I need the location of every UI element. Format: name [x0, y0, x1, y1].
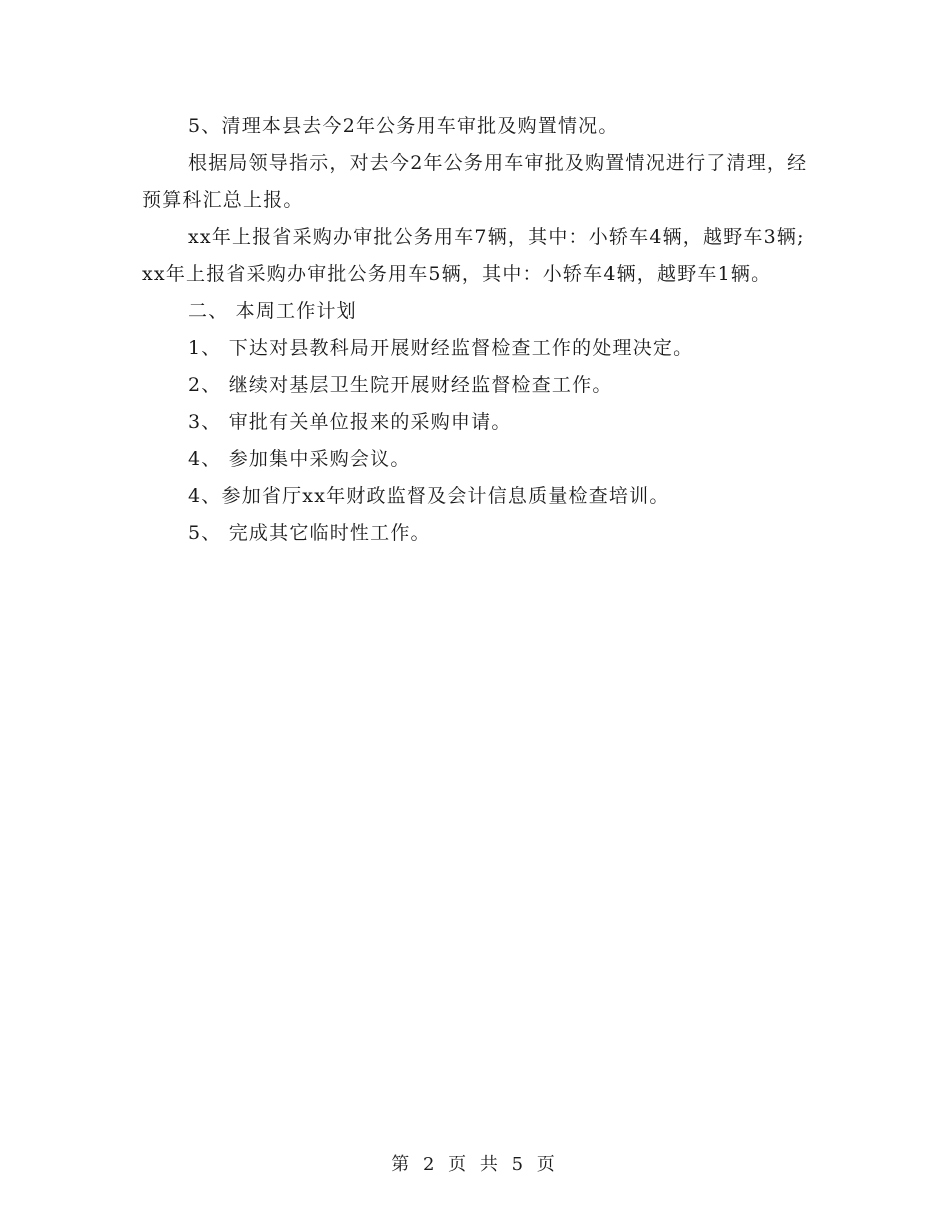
- page-number-footer: 第 2 页 共 5 页: [391, 1154, 559, 1175]
- plan-item-4: 4、 参加集中采购会议。: [188, 448, 411, 470]
- plan-item-5: 5、 完成其它临时性工作。: [188, 522, 431, 544]
- paragraph-cleanup-report: 根据局领导指示，对去今2年公务用车审批及购置情况进行了清理，经预算科汇总上报。: [142, 152, 808, 211]
- plan-item-4-training: 4、参加省厅xx年财政监督及会计信息质量检查培训。: [188, 485, 670, 507]
- paragraph-vehicle-review-item: 5、清理本县去今2年公务用车审批及购置情况。: [188, 115, 619, 137]
- paragraph-vehicle-counts: xx年上报省采购办审批公务用车7辆，其中：小轿车4辆，越野车3辆;xx年上报省采购办审批公务用车5辆，其中：小轿车4辆，越野车1辆。: [142, 226, 805, 285]
- plan-item-3: 3、 审批有关单位报来的采购申请。: [188, 411, 512, 433]
- section-heading-weekly-plan: 二、 本周工作计划: [188, 300, 357, 322]
- plan-item-2: 2、 继续对基层卫生院开展财经监督检查工作。: [188, 374, 613, 396]
- plan-item-1: 1、 下达对县教科局开展财经监督检查工作的处理决定。: [188, 337, 694, 359]
- document-body: [142, 108, 808, 552]
